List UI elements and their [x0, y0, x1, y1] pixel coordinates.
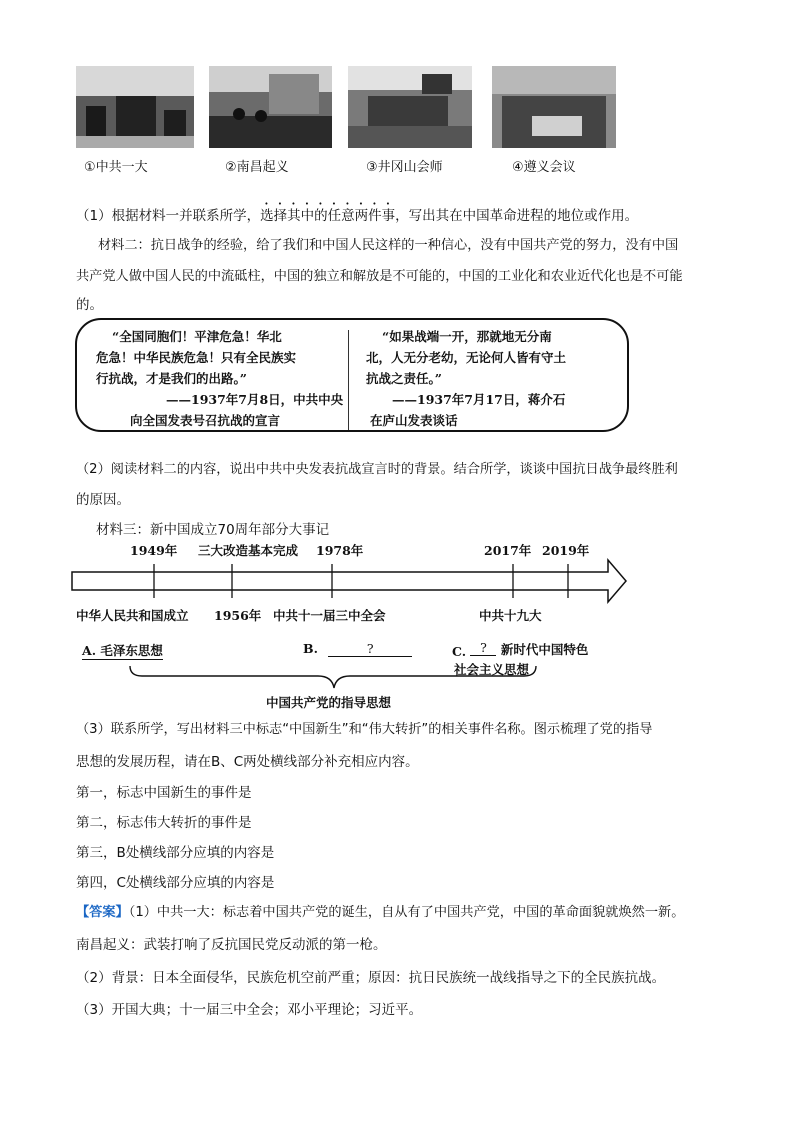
- photo-zunyi-conference: [492, 66, 616, 148]
- brace: [128, 664, 540, 690]
- photo-cpc-first-congress: [76, 66, 194, 148]
- quote-left-line-5: 向全国发表号召抗战的宣言: [130, 413, 281, 428]
- thought-a: [82, 641, 163, 659]
- material-2-line-2: 共产党人做中国人民的中流砥柱，中国的独立和解放是不可能的，中国的工业化和农业近代化也是不可能: [76, 269, 683, 284]
- quote-right-line-2: 北，人无分老幼，无论何人皆有守土: [366, 350, 567, 365]
- timeline-bottom-19th-congress: 中共十九大: [479, 608, 542, 623]
- answer-3: （3）开国大典；十一届三中全会；邓小平理论；习近平。: [76, 1002, 423, 1018]
- quote-left-line-2: 危急！中华民族危急！只有全民族实: [96, 350, 297, 365]
- question-3-fourth: 第四，C处横线部分应填的内容是: [76, 875, 275, 891]
- quote-left-line-1: “全国同胞们！平津危急！华北: [112, 329, 282, 344]
- quote-right-line-5: 在庐山发表谈话: [370, 413, 458, 428]
- quote-left: [96, 326, 346, 431]
- quote-left-line-4: ——1937年7月8日，中共中央: [166, 392, 344, 407]
- question-3-second: 第二，标志伟大转折的事件是: [76, 815, 252, 831]
- caption-2: ②南昌起义: [225, 160, 289, 175]
- quote-divider: [348, 330, 349, 430]
- quote-right: [366, 326, 616, 431]
- timeline-top-2017: 2017年: [484, 543, 532, 558]
- timeline-bottom-third-plenum: 中共十一届三中全会: [273, 608, 386, 623]
- timeline-bottom-1956: 1956年: [214, 608, 262, 623]
- thought-b-blank: ?: [328, 641, 412, 657]
- timeline-top-three-reforms: 三大改造基本完成: [198, 543, 299, 558]
- thought-c-prefix: C.: [452, 644, 467, 659]
- caption-3: ③井冈山会师: [366, 160, 443, 175]
- question-1-prefix: （1）根据材料一并联系所学，: [76, 208, 261, 224]
- question-2-line-2: 的原因。: [76, 492, 130, 508]
- answer-1b: 南昌起义：武装打响了反抗国民党反动派的第一枪。: [76, 937, 387, 953]
- brace-label: 中国共产党的指导思想: [266, 695, 392, 710]
- answer-2: （2）背景：日本全面侵华，民族危机空前严重；原因：抗日民族统一战线指导之下的全民族抗战。: [76, 970, 666, 986]
- question-2-line-1: （2）阅读材料二的内容，说出中共中央发表抗战宣言时的背景。结合所学，谈谈中国抗日战争最终胜利: [76, 462, 678, 477]
- timeline-arrow: [70, 558, 630, 604]
- thought-c: [452, 634, 589, 659]
- question-1-emphasis: 选择其中的任意两件事: [260, 208, 396, 224]
- thought-c-line-1: 新时代中国特色: [500, 642, 589, 657]
- caption-1: ①中共一大: [84, 160, 148, 175]
- caption-4: ④遵义会议: [512, 160, 576, 175]
- answer-tag: 【答案】: [76, 905, 129, 920]
- thought-b: [303, 641, 412, 657]
- photo-nanchang-uprising: [209, 66, 332, 148]
- question-3-line-2: 思想的发展历程，请在B、C两处横线部分补充相应内容。: [76, 754, 419, 770]
- photo-jinggangshan-meeting: [348, 66, 472, 148]
- material-3-title: 材料三：新中国成立70周年部分大事记: [96, 522, 330, 538]
- answer-1: [76, 901, 684, 920]
- thought-c-line-2: 社会主义思想: [454, 662, 530, 677]
- answer-1-text: （1）中共一大：标志着中国共产党的诞生，自从有了中国共产党，中国的革命面貌就焕然一新。: [128, 905, 685, 920]
- question-1-suffix: ，写出其在中国革命进程的地位或作用。: [395, 208, 639, 224]
- timeline-top-1949: 1949年: [130, 543, 178, 558]
- question-3-third: 第三，B处横线部分应填的内容是: [76, 845, 275, 861]
- question-3-line-1: （3）联系所学，写出材料三中标志“中国新生”和“伟大转折”的相关事件名称。图示梳理了党的指导: [76, 722, 653, 737]
- material-2-line-1: 材料二：抗日战争的经验，给了我们和中国人民这样的一种信心，没有中国共产党的努力，没有中国: [98, 238, 679, 253]
- timeline-bottom-prc-founded: 中华人民共和国成立: [76, 608, 189, 623]
- quote-left-line-3: 行抗战，才是我们的出路。”: [96, 371, 247, 386]
- question-3-first: 第一，标志中国新生的事件是: [76, 785, 252, 801]
- timeline-top-1978: 1978年: [316, 543, 364, 558]
- quote-right-line-1: “如果战端一开，那就地无分南: [382, 329, 552, 344]
- timeline-top-2019: 2019年: [542, 543, 590, 558]
- question-1: [76, 200, 638, 224]
- thought-c-blank: ?: [470, 640, 496, 656]
- thought-a-text: A. 毛泽东思想: [82, 643, 163, 658]
- material-2-line-3: 的。: [76, 297, 103, 313]
- thought-b-prefix: B.: [303, 641, 318, 656]
- quote-right-line-4: ——1937年7月17日，蒋介石: [392, 392, 566, 407]
- quote-right-line-3: 抗战之责任。”: [366, 371, 442, 386]
